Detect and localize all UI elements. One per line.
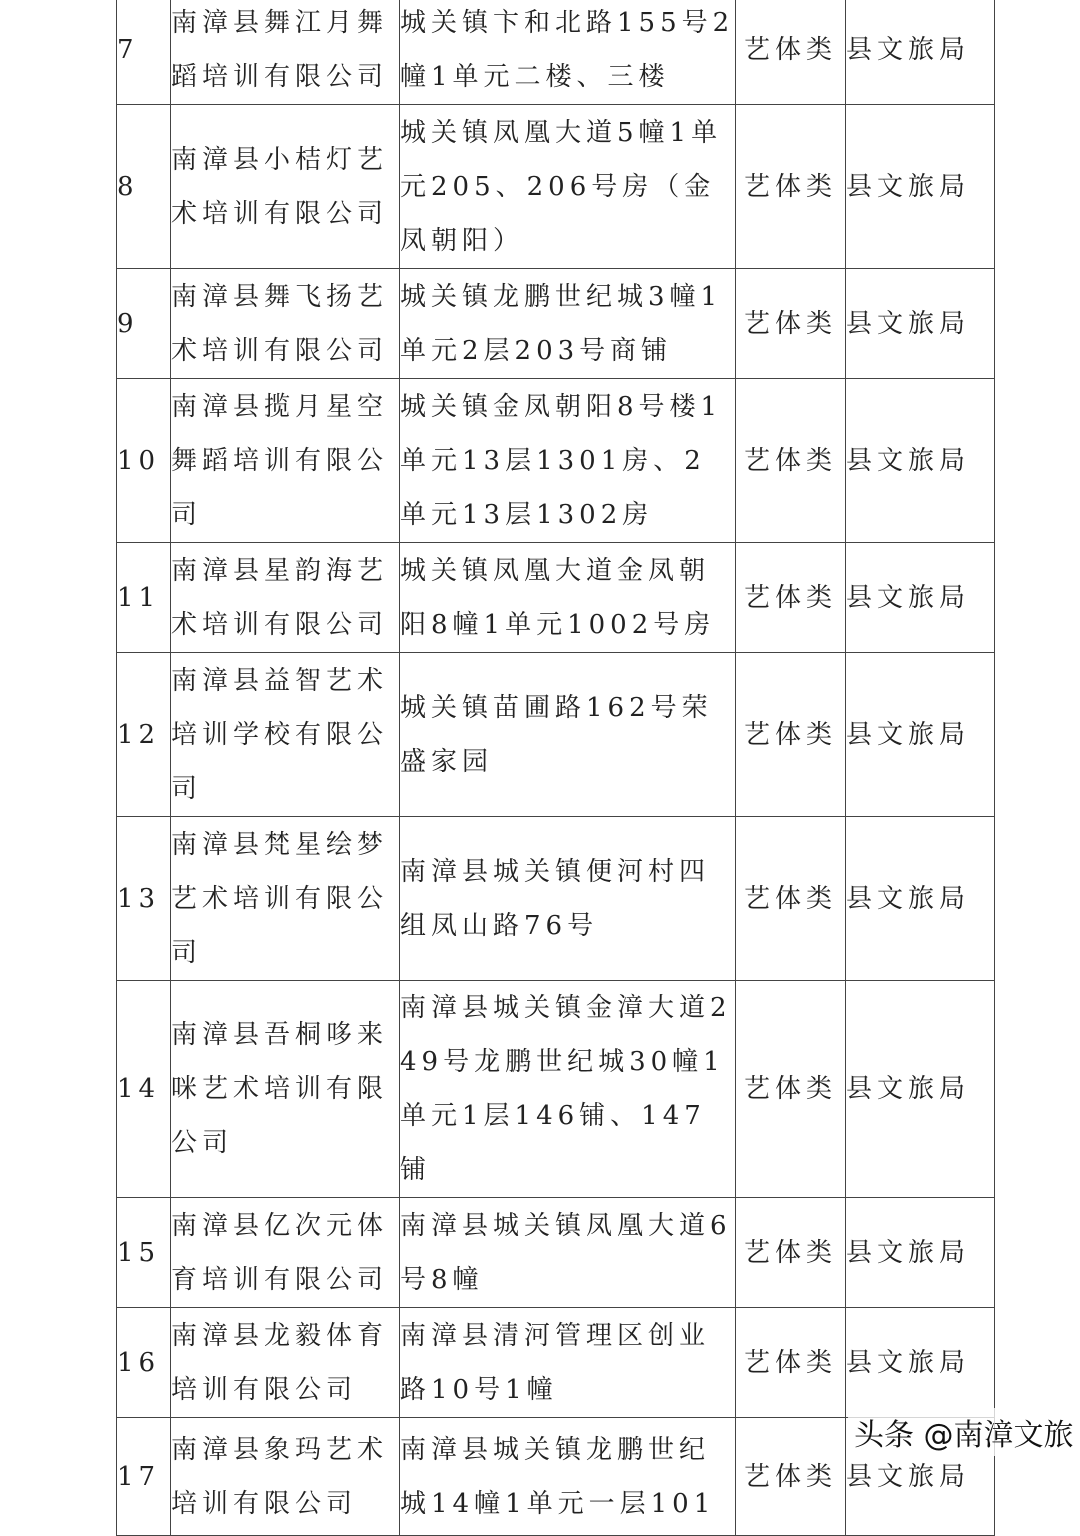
institution-name: 南漳县梵星绘梦艺术培训有限公司 [171,817,400,981]
row-number: 17 [117,1418,171,1536]
institution-name: 南漳县益智艺术培训学校有限公司 [171,653,400,817]
institution-category: 艺体类 [736,379,846,543]
institution-category: 艺体类 [736,1308,846,1418]
institution-table [116,0,995,1536]
institution-category: 艺体类 [736,0,846,105]
supervising-department: 县文旅局 [846,981,995,1198]
institution-category: 艺体类 [736,1198,846,1308]
institution-address: 南漳县城关镇便河村四组凤山路76号 [400,817,736,981]
institution-address: 城关镇凤凰大道5幢1单元205、206号房（金凤朝阳） [400,105,736,269]
institution-name: 南漳县亿次元体育培训有限公司 [171,1198,400,1308]
table-row [117,269,995,379]
table-row [117,653,995,817]
table-row [117,1308,995,1418]
supervising-department: 县文旅局 [846,817,995,981]
supervising-department: 县文旅局 [846,105,995,269]
row-number: 13 [117,817,171,981]
institution-category: 艺体类 [736,653,846,817]
institution-name: 南漳县象玛艺术培训有限公司 [171,1418,400,1536]
institution-address: 南漳县清河管理区创业路10号1幢 [400,1308,736,1418]
table-row [117,105,995,269]
row-number: 8 [117,105,171,269]
institution-name: 南漳县吾桐哆来咪艺术培训有限公司 [171,981,400,1198]
watermark-text: 头条 @南漳文旅 [848,1408,1080,1456]
institution-name: 南漳县舞飞扬艺术培训有限公司 [171,269,400,379]
institution-category: 艺体类 [736,817,846,981]
table-row [117,543,995,653]
institution-address: 城关镇苗圃路162号荣盛家园 [400,653,736,817]
institution-name: 南漳县星韵海艺术培训有限公司 [171,543,400,653]
supervising-department: 县文旅局 [846,379,995,543]
supervising-department: 县文旅局 [846,653,995,817]
supervising-department: 县文旅局 [846,1418,995,1536]
table-row [117,981,995,1198]
row-number: 11 [117,543,171,653]
row-number: 10 [117,379,171,543]
institution-name: 南漳县龙毅体育培训有限公司 [171,1308,400,1418]
supervising-department: 县文旅局 [846,269,995,379]
institution-address: 城关镇金凤朝阳8号楼1单元13层1301房、2单元13层1302房 [400,379,736,543]
institution-category: 艺体类 [736,543,846,653]
institution-address: 南漳县城关镇龙鹏世纪城14幢1单元一层101 [400,1418,736,1536]
institution-address: 南漳县城关镇金漳大道249号龙鹏世纪城30幢1单元1层146铺、147铺 [400,981,736,1198]
institution-name: 南漳县舞江月舞蹈培训有限公司 [171,0,400,105]
institution-name: 南漳县揽月星空舞蹈培训有限公司 [171,379,400,543]
institution-name: 南漳县小桔灯艺术培训有限公司 [171,105,400,269]
row-number: 12 [117,653,171,817]
row-number: 7 [117,0,171,105]
row-number: 16 [117,1308,171,1418]
institution-address: 城关镇龙鹏世纪城3幢1单元2层203号商铺 [400,269,736,379]
table-row [117,1198,995,1308]
institution-category: 艺体类 [736,105,846,269]
institution-category: 艺体类 [736,269,846,379]
institution-address: 城关镇凤凰大道金凤朝阳8幢1单元1002号房 [400,543,736,653]
table-row [117,0,995,105]
row-number: 15 [117,1198,171,1308]
table-row [117,817,995,981]
table-body [117,0,995,1536]
row-number: 9 [117,269,171,379]
institution-category: 艺体类 [736,981,846,1198]
row-number: 14 [117,981,171,1198]
supervising-department: 县文旅局 [846,1308,995,1418]
institution-address: 城关镇卞和北路155号2幢1单元二楼、三楼 [400,0,736,105]
institution-category: 艺体类 [736,1418,846,1536]
supervising-department: 县文旅局 [846,543,995,653]
table-row [117,379,995,543]
supervising-department: 县文旅局 [846,0,995,105]
supervising-department: 县文旅局 [846,1198,995,1308]
institution-address: 南漳县城关镇凤凰大道6号8幢 [400,1198,736,1308]
